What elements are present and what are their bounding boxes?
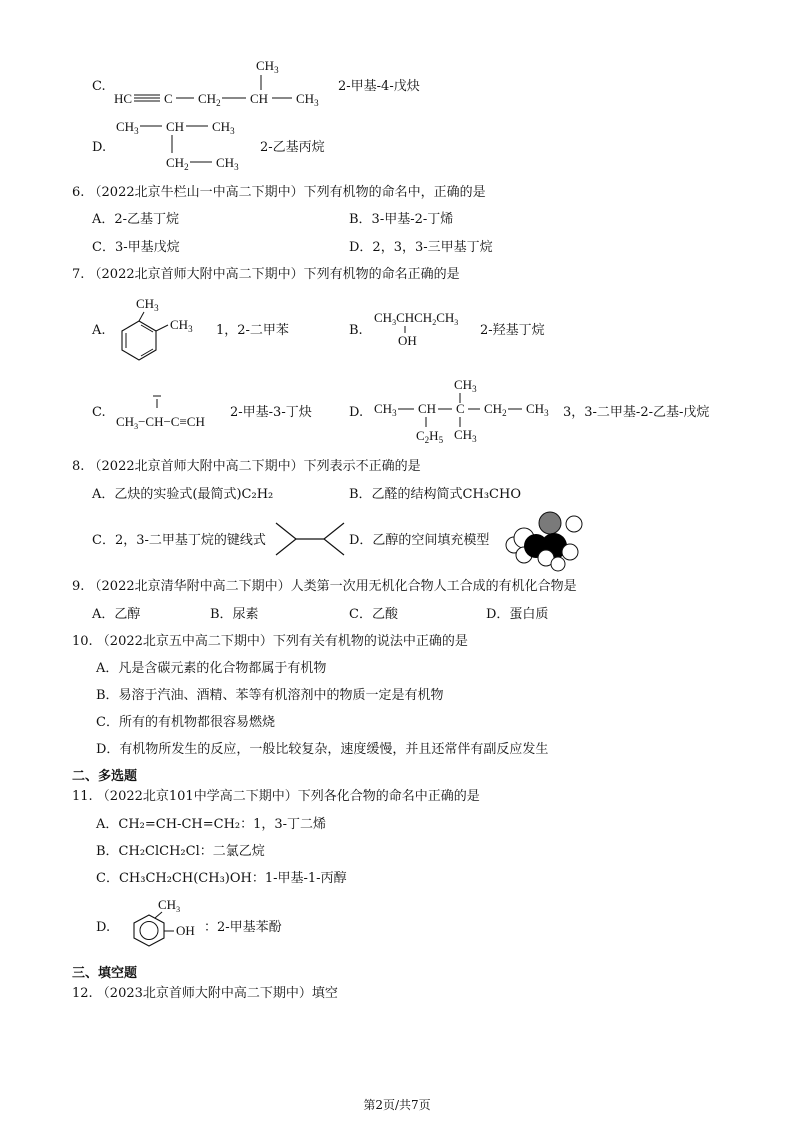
- svg-text:CH3: $CH_3$: [136, 296, 159, 313]
- q11-stem: 11. （2022北京101中学高二下期中）下列各化合物的命名中正确的是: [72, 789, 480, 804]
- q9-option-b: B．尿素: [210, 607, 259, 622]
- q11-option-c: C．CH₃CH₂CH(CH₃)OH：1-甲基-1-丙醇: [96, 871, 347, 886]
- q7-a-name: 1，2-二甲苯: [216, 323, 289, 338]
- q11-option-a: A．CH₂=CH-CH=CH₂：1，3-丁二烯: [96, 817, 327, 832]
- svg-text:CH3: $CH_3$: [212, 119, 235, 136]
- svg-text:CH3: $CH_3$: [116, 119, 139, 136]
- svg-text:CH3: $CH_3$: [256, 58, 279, 75]
- q5-d-label: D.: [92, 140, 107, 155]
- svg-text:CH2: $CH_2$: [198, 91, 221, 108]
- q9-option-d: D．蛋白质: [486, 607, 549, 622]
- q7-a-label: A.: [92, 323, 106, 338]
- q7-a-benzene-structure: [112, 292, 212, 362]
- q7-c-label: C.: [92, 405, 106, 420]
- svg-text:OH: OH: [398, 333, 417, 348]
- q8-stem: 8. （2022北京首师大附中高二下期中）下列表示不正确的是: [72, 459, 421, 474]
- q5-d-structure: [112, 113, 252, 173]
- svg-text:CH3: $CH_3$: [454, 377, 477, 394]
- q6-option-a: A．2-乙基丁烷: [92, 212, 180, 227]
- q9-option-a: A．乙醇: [92, 607, 141, 622]
- svg-text:C2H5: $C_2H_5$: [416, 428, 444, 445]
- svg-text:CH3: $CH_3$: [296, 91, 319, 108]
- q7-c-structure: [112, 390, 222, 430]
- q8-d-space-filling-model: [500, 510, 590, 570]
- svg-text:HC: HC: [114, 91, 133, 106]
- svg-text:CH: CH: [166, 119, 185, 134]
- svg-text:CH3−CH−C≡CH: $CH_3-CH-C\equiv CH$: [116, 414, 205, 431]
- q5-c-name: 2-甲基-4-戊炔: [338, 79, 420, 94]
- q11-d-label: D.: [96, 920, 111, 935]
- q6-option-d: D．2，3，3-三甲基丁烷: [349, 240, 493, 255]
- q5-d-name: 2-乙基丙烷: [260, 140, 325, 155]
- q7-b-name: 2-羟基丁烷: [480, 323, 545, 338]
- svg-text:C: C: [456, 401, 465, 416]
- page-number-footer: 第2页/共7页: [363, 1098, 431, 1112]
- q5-c-structure: [110, 55, 330, 115]
- section-heading-fill-in: 三、填空题: [72, 966, 138, 981]
- svg-text:CH3: $CH_3$: [374, 401, 397, 418]
- svg-text:CH3: $CH_3$: [454, 427, 477, 444]
- q8-c-skeletal-formula: [274, 521, 346, 557]
- q7-b-label: B.: [349, 323, 363, 338]
- q9-stem: 9. （2022北京清华附中高二下期中）人类第一次用无机化合物人工合成的有机化合物是: [72, 579, 577, 594]
- svg-text:CH: CH: [418, 401, 437, 416]
- q11-option-b: B．CH₂ClCH₂Cl：二氯乙烷: [96, 844, 265, 859]
- q7-d-structure: [372, 375, 562, 445]
- q8-option-b: B．乙醛的结构简式CH₃CHO: [349, 487, 521, 502]
- section-heading-multiple-choice: 二、多选题: [72, 769, 138, 784]
- q10-option-d: D．有机物所发生的反应，一般比较复杂，速度缓慢，并且还常伴有副反应发生: [96, 742, 549, 757]
- q11-d-name: ：2-甲基苯酚: [204, 920, 282, 935]
- svg-text:CH3CHCH2CH3: $CH_3CHCH_2CH_3$: [374, 310, 459, 327]
- svg-text:C: C: [164, 91, 173, 106]
- q11-d-methylphenol-structure: [124, 895, 204, 947]
- q10-option-c: C．所有的有机物都很容易燃烧: [96, 715, 275, 730]
- q10-option-a: A．凡是含碳元素的化合物都属于有机物: [96, 661, 327, 676]
- q8-option-c: C．2，3-二甲基丁烷的键线式: [92, 533, 266, 548]
- svg-text:CH3: $CH_3$: [158, 897, 181, 914]
- q5-c-label: C.: [92, 79, 106, 94]
- q7-c-name: 2-甲基-3-丁炔: [230, 405, 312, 420]
- svg-text:CH: CH: [250, 91, 269, 106]
- svg-text:CH3: $CH_3$: [216, 155, 239, 172]
- svg-text:CH3: $CH_3$: [526, 401, 549, 418]
- q10-stem: 10. （2022北京五中高二下期中）下列有关有机物的说法中正确的是: [72, 634, 468, 649]
- svg-text:OH: OH: [176, 923, 195, 938]
- q12-stem: 12. （2023北京首师大附中高二下期中）填空: [72, 986, 338, 1001]
- svg-text:CH3: $CH_3$: [170, 317, 193, 334]
- q7-b-structure: [372, 306, 472, 351]
- q7-d-name: 3，3-二甲基-2-乙基-戊烷: [563, 405, 710, 420]
- q6-option-b: B．3-甲基-2-丁烯: [349, 212, 454, 227]
- q7-d-label: D.: [349, 405, 364, 420]
- q6-option-c: C．3-甲基戊烷: [92, 240, 180, 255]
- q8-option-a: A．乙炔的实验式(最简式)C₂H₂: [92, 487, 274, 502]
- q9-option-c: C．乙酸: [349, 607, 398, 622]
- q10-option-b: B．易溶于汽油、酒精、苯等有机溶剂中的物质一定是有机物: [96, 688, 444, 703]
- svg-text:CH2: $CH_2$: [484, 401, 507, 418]
- q6-stem: 6. （2022北京牛栏山一中高二下期中）下列有机物的命名中，正确的是: [72, 185, 486, 200]
- q8-option-d: D．乙醇的空间填充模型: [349, 533, 490, 548]
- svg-text:CH2: $CH_2$: [166, 155, 189, 172]
- q7-stem: 7. （2022北京首师大附中高二下期中）下列有机物的命名正确的是: [72, 267, 460, 282]
